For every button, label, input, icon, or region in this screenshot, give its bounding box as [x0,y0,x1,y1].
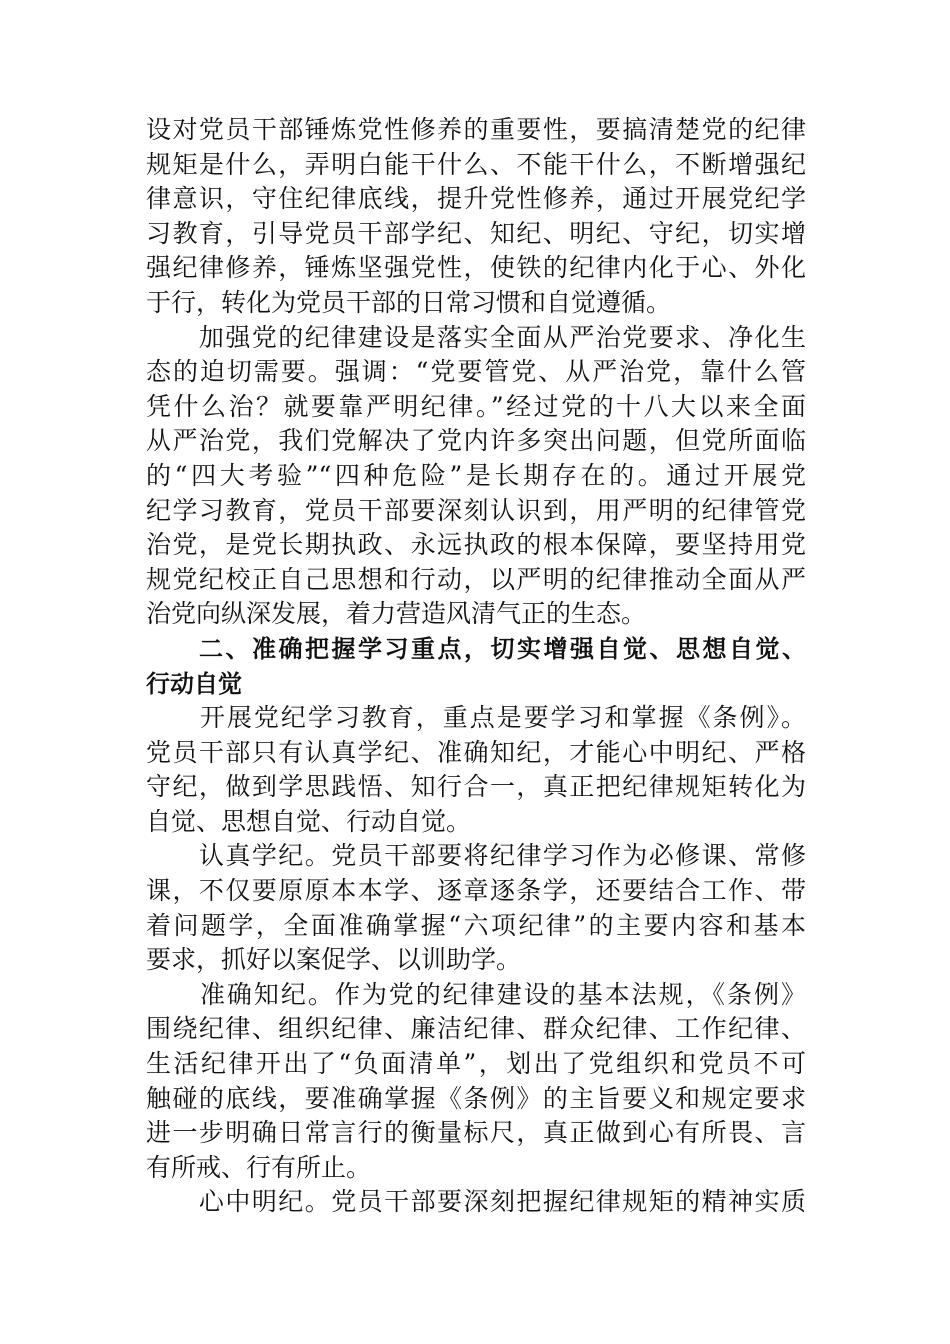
body-text-line: 触碰的底线，要准确掌握《条例》的主旨要义和规定要求 [146,1083,806,1113]
body-text-line: 心中明纪。党员干部要深刻把握纪律规矩的精神实质 [146,1187,806,1217]
body-text-line: 的“四大考验”“四种危险”是长期存在的。通过开展党 [146,460,806,490]
body-text-line: 开展党纪学习教育，重点是要学习和掌握《条例》。 [146,703,806,733]
body-text-line: 着问题学，全面准确掌握“六项纪律”的主要内容和基本 [146,910,806,940]
body-text-line: 规矩是什么，弄明白能干什么、不能干什么，不断增强纪 [146,149,806,179]
body-text-line: 认真学纪。党员干部要将纪律学习作为必修课、常修 [146,841,806,871]
section-heading-line: 二、准确把握学习重点，切实增强自觉、思想自觉、 [146,634,806,663]
body-text-line: 课，不仅要原原本本学、逐章逐条学，还要结合工作、带 [146,876,806,906]
body-text-line: 态的迫切需要。强调：“党要管党、从严治党，靠什么管 [146,357,806,387]
body-text-line: 设对党员干部锤炼党性修养的重要性，要搞清楚党的纪律 [146,115,806,144]
body-text-line: 围绕纪律、组织纪律、廉洁纪律、群众纪律、工作纪律、 [146,1014,806,1044]
body-text-line: 要求，抓好以案促学、以训助学。 [146,945,522,975]
body-text-line: 有所戒、行有所止。 [146,1152,372,1182]
body-text-line: 律意识，守住纪律底线，提升党性修养，通过开展党纪学 [146,184,806,214]
body-text-line: 自觉、思想自觉、行动自觉。 [146,806,472,836]
body-text-line: 守纪，做到学思践悟、知行合一，真正把纪律规矩转化为 [146,772,806,802]
body-text-line: 治党向纵深发展，着力营造风清气正的生态。 [146,599,647,629]
document-body [146,113,806,1220]
section-heading-line: 行动自觉 [146,669,242,698]
body-text-line: 准确知纪。作为党的纪律建设的基本法规，《条例》 [146,979,806,1009]
body-text-line: 党员干部只有认真学纪、准确知纪，才能心中明纪、严格 [146,737,806,767]
body-text-line: 治党，是党长期执政、永远执政的根本保障，要坚持用党 [146,530,806,560]
body-text-line: 生活纪律开出了“负面清单”，划出了党组织和党员不可 [146,1049,806,1079]
body-text-line: 于行，转化为党员干部的日常习惯和自觉遵循。 [146,287,672,317]
body-text-line: 凭什么治？就要靠严明纪律。”经过党的十八大以来全面 [146,391,806,421]
body-text-line: 强纪律修养，锤炼坚强党性，使铁的纪律内化于心、外化 [146,253,806,283]
body-text-line: 加强党的纪律建设是落实全面从严治党要求、净化生 [146,322,806,352]
body-text-line: 纪学习教育，党员干部要深刻认识到，用严明的纪律管党 [146,495,806,525]
body-text-line: 从严治党，我们党解决了党内许多突出问题，但党所面临 [146,426,806,456]
body-text-line: 规党纪校正自己思想和行动，以严明的纪律推动全面从严 [146,564,806,594]
body-text-line: 习教育，引导党员干部学纪、知纪、明纪、守纪，切实增 [146,218,806,248]
body-text-line: 进一步明确日常言行的衡量标尺，真正做到心有所畏、言 [146,1118,806,1148]
